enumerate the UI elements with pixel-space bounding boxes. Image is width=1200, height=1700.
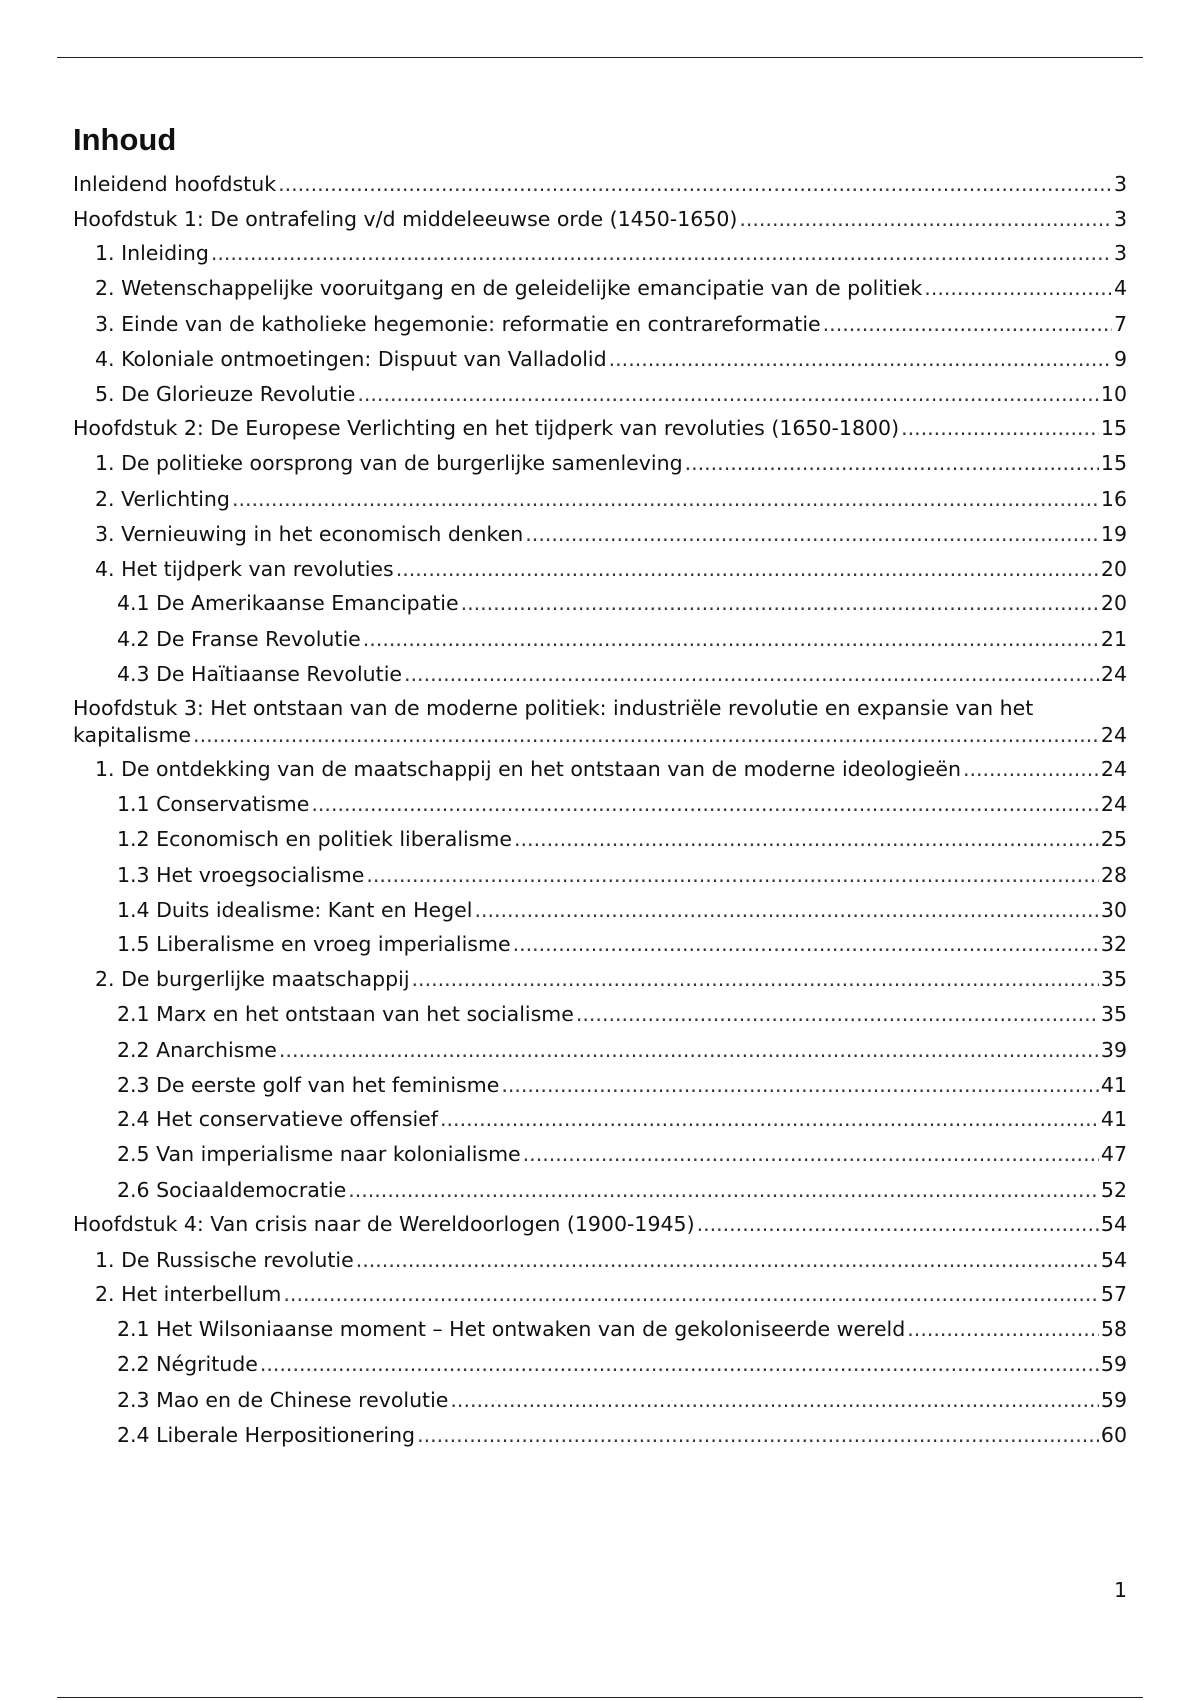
toc-entry[interactable] (73, 241, 1127, 265)
toc-entry-page: 20 (1100, 591, 1127, 615)
toc-entry-page: 24 (1100, 792, 1127, 816)
toc-entry-page: 24 (1100, 662, 1127, 686)
toc-entry[interactable] (73, 382, 1127, 406)
toc-entry-text: Hoofdstuk 2: De Europese Verlichting en het tijdperk van revoluties (1650-1800) (73, 416, 900, 440)
toc-entry[interactable] (73, 932, 1127, 956)
toc-entry-text: 2. De burgerlijke maatschappij (95, 967, 410, 991)
toc-entry-text: 2. Wetenschappelijke vooruitgang en de geleidelijke emancipatie van de politiek (95, 276, 923, 300)
dot-leader (260, 1352, 1099, 1376)
toc-entry-text: 4.2 De Franse Revolutie (117, 627, 361, 651)
toc-entry[interactable] (73, 522, 1127, 546)
page-title: Inhoud (73, 122, 177, 157)
dot-leader (366, 863, 1099, 887)
toc-entry[interactable] (73, 1107, 1127, 1131)
dot-leader (963, 757, 1099, 781)
dot-leader (440, 1107, 1099, 1131)
toc-entry-page: 25 (1100, 827, 1127, 851)
toc-entry[interactable] (73, 276, 1127, 300)
bottom-rule (57, 1697, 1143, 1698)
toc-entry[interactable] (73, 627, 1127, 651)
toc-entry[interactable] (73, 1282, 1127, 1306)
toc-entry-page: 3 (1113, 207, 1127, 231)
toc-entry-page: 59 (1100, 1388, 1127, 1412)
toc-entry-text: 2.4 Liberale Herpositionering (117, 1423, 416, 1447)
toc-entry[interactable] (73, 1212, 1127, 1236)
toc-entry-page: 35 (1100, 1002, 1127, 1026)
toc-entry[interactable] (73, 967, 1127, 991)
toc-entry-page: 59 (1100, 1352, 1127, 1376)
dot-leader (474, 898, 1098, 922)
dot-leader (924, 276, 1112, 300)
toc-entry-text: 4. Koloniale ontmoetingen: Dispuut van Valladolid (95, 347, 607, 371)
toc-entry-text: 2.3 De eerste golf van het feminisme (117, 1073, 500, 1097)
toc-entry-text: 2. Het interbellum (95, 1282, 282, 1306)
toc-entry-text: Inleidend hoofdstuk (73, 172, 277, 196)
toc-entry-text: Hoofdstuk 4: Van crisis naar de Wereldoorlogen (1900-1945) (73, 1212, 695, 1236)
toc-entry-page: 41 (1100, 1073, 1127, 1097)
dot-leader (450, 1388, 1099, 1412)
dot-leader (461, 591, 1099, 615)
toc-entry[interactable] (73, 863, 1127, 887)
toc-entry-text: 3. Einde van de katholieke hegemonie: reformatie en contrareformatie (95, 312, 821, 336)
dot-leader (514, 827, 1099, 851)
toc-entry-page: 15 (1100, 416, 1127, 440)
toc-entry-text: Hoofdstuk 3: Het ontstaan van de moderne politiek: industriële revolutie en expansie van het (73, 696, 1034, 720)
toc-entry-page: 9 (1113, 347, 1127, 371)
toc-entry[interactable] (73, 347, 1127, 371)
dot-leader (501, 1073, 1099, 1097)
toc-entry-page: 3 (1113, 241, 1127, 265)
toc-entry-page: 21 (1100, 627, 1127, 651)
dot-leader (907, 1317, 1099, 1341)
page-number: 1 (1113, 1578, 1127, 1602)
toc-entry-text: 1. De ontdekking van de maatschappij en het ontstaan van de moderne ideologieën (95, 757, 961, 781)
toc-entry-text: 1.4 Duits idealisme: Kant en Hegel (117, 898, 473, 922)
dot-leader (283, 1282, 1099, 1306)
toc-entry[interactable] (73, 662, 1127, 686)
toc-entry-page: 16 (1100, 487, 1127, 511)
toc-entry-page: 39 (1100, 1038, 1127, 1062)
dot-leader (404, 662, 1099, 686)
toc-entry-page: 7 (1113, 312, 1127, 336)
toc-entry-page: 54 (1100, 1248, 1127, 1272)
toc-entry-page: 47 (1100, 1142, 1127, 1166)
dot-leader (356, 1248, 1099, 1272)
toc-entry-text: 1. Inleiding (95, 241, 209, 265)
toc-entry-page: 32 (1100, 932, 1127, 956)
toc-entry[interactable] (73, 827, 1127, 851)
toc-entry[interactable] (73, 1142, 1127, 1166)
dot-leader (348, 1178, 1099, 1202)
toc-entry-text: 1. De politieke oorsprong van de burgerlijke samenleving (95, 451, 683, 475)
toc-entry-text: 2.1 Marx en het ontstaan van het socialisme (117, 1002, 574, 1026)
toc-entry-page: 35 (1100, 967, 1127, 991)
toc-entry-page: 60 (1100, 1423, 1127, 1447)
dot-leader (278, 172, 1112, 196)
toc-entry-text: 1.3 Het vroegsocialisme (117, 863, 365, 887)
toc-entry-text: 3. Vernieuwing in het economisch denken (95, 522, 524, 546)
toc-entry-text: 4. Het tijdperk van revoluties (95, 557, 394, 581)
toc-entry-page: 3 (1113, 172, 1127, 196)
toc-entry[interactable] (73, 1038, 1127, 1062)
top-rule (57, 57, 1143, 58)
dot-leader (823, 312, 1112, 336)
toc-entry-page: 41 (1100, 1107, 1127, 1131)
toc-entry-page: 58 (1100, 1317, 1127, 1341)
dot-leader (193, 723, 1099, 747)
toc-entry[interactable] (73, 1352, 1127, 1376)
toc-entry-page: 24 (1100, 723, 1127, 747)
toc-entry-text: 2.3 Mao en de Chinese revolutie (117, 1388, 449, 1412)
toc-entry-text: 2.2 Négritude (117, 1352, 258, 1376)
toc-entry-text: 2. Verlichting (95, 487, 230, 511)
toc-entry-text: 1.5 Liberalisme en vroeg imperialisme (117, 932, 511, 956)
toc-entry-page: 54 (1100, 1212, 1127, 1236)
toc-entry-page: 15 (1100, 451, 1127, 475)
dot-leader (396, 557, 1099, 581)
toc-entry[interactable] (73, 487, 1127, 511)
dot-leader (523, 1142, 1099, 1166)
toc-entry-text: 1.1 Conservatisme (117, 792, 310, 816)
toc-entry[interactable] (73, 1423, 1127, 1447)
dot-leader (685, 451, 1099, 475)
dot-leader (609, 347, 1112, 371)
dot-leader (525, 522, 1099, 546)
toc-entry-text: 2.1 Het Wilsoniaanse moment – Het ontwaken van de gekoloniseerde wereld (117, 1317, 906, 1341)
dot-leader (513, 932, 1099, 956)
toc-entry-text-continued: kapitalisme (73, 723, 192, 747)
toc-entry-text: 2.2 Anarchisme (117, 1038, 277, 1062)
toc-entry[interactable] (73, 1317, 1127, 1341)
toc-entry-page: 28 (1100, 863, 1127, 887)
toc-entry-text: 4.3 De Haïtiaanse Revolutie (117, 662, 403, 686)
toc-entry[interactable] (73, 591, 1127, 615)
toc-entry[interactable] (73, 172, 1127, 196)
toc-entry-page: 57 (1100, 1282, 1127, 1306)
toc-entry-text: 5. De Glorieuze Revolutie (95, 382, 356, 406)
toc-entry[interactable] (73, 312, 1127, 336)
toc-entry[interactable] (73, 696, 1127, 747)
toc-entry[interactable] (73, 451, 1127, 475)
toc-entry[interactable] (73, 757, 1127, 781)
dot-leader (363, 627, 1099, 651)
dot-leader (739, 207, 1112, 231)
toc-entry-page: 52 (1100, 1178, 1127, 1202)
dot-leader (412, 967, 1099, 991)
toc-entry-text: 2.5 Van imperialisme naar kolonialisme (117, 1142, 521, 1166)
toc-entry-page: 19 (1100, 522, 1127, 546)
toc-entry[interactable] (73, 898, 1127, 922)
toc-entry-text: 1.2 Economisch en politiek liberalisme (117, 827, 513, 851)
toc-entry-page: 4 (1113, 276, 1127, 300)
toc-entry-page: 30 (1100, 898, 1127, 922)
toc-entry[interactable] (73, 416, 1127, 440)
dot-leader (357, 382, 1099, 406)
dot-leader (697, 1212, 1099, 1236)
dot-leader (211, 241, 1112, 265)
toc-entry[interactable] (73, 1248, 1127, 1272)
toc-entry-text: 1. De Russische revolutie (95, 1248, 354, 1272)
dot-leader (311, 792, 1099, 816)
toc-entry-page: 24 (1100, 757, 1127, 781)
toc-entry-page: 20 (1100, 557, 1127, 581)
toc-entry[interactable] (73, 1388, 1127, 1412)
toc-entry-page: 10 (1100, 382, 1127, 406)
toc-entry[interactable] (73, 557, 1127, 581)
dot-leader (901, 416, 1099, 440)
toc-entry[interactable] (73, 207, 1127, 231)
toc-entry[interactable] (73, 1002, 1127, 1026)
dot-leader (417, 1423, 1099, 1447)
toc-entry-text: 2.4 Het conservatieve offensief (117, 1107, 439, 1131)
toc-entry[interactable] (73, 1178, 1127, 1202)
toc-entry[interactable] (73, 792, 1127, 816)
dot-leader (232, 487, 1099, 511)
dot-leader (576, 1002, 1099, 1026)
toc-entry-text: Hoofdstuk 1: De ontrafeling v/d middeleeuwse orde (1450-1650) (73, 207, 738, 231)
toc-entry-text: 4.1 De Amerikaanse Emancipatie (117, 591, 459, 615)
toc-entry-text: 2.6 Sociaaldemocratie (117, 1178, 347, 1202)
dot-leader (279, 1038, 1099, 1062)
toc-entry[interactable] (73, 1073, 1127, 1097)
